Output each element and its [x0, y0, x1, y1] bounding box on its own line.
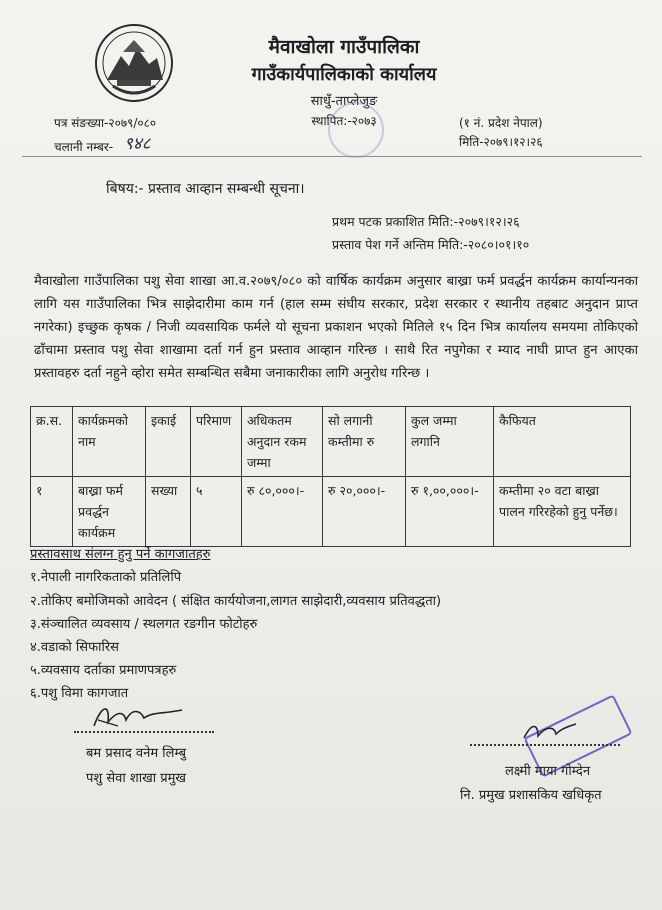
- table-header-cell: अधिकतम अनुदान रकम जम्मा: [242, 407, 323, 477]
- right-signature-line: [470, 744, 620, 746]
- table-cell: १: [31, 477, 73, 547]
- table-row: [31, 477, 631, 547]
- last-submission-date: प्रस्ताव पेश गर्ने अन्तिम मिति:-२०८०।०१।१०: [332, 237, 530, 252]
- table-header-cell: कैफियत: [494, 407, 631, 477]
- subject-line: बिषय:- प्रस्ताव आव्हान सम्बन्धी सूचना।: [106, 181, 305, 197]
- table-cell: सख्या: [146, 477, 191, 547]
- dispatch-number-label: चलानी नम्बर-: [54, 140, 114, 154]
- list-item: ३.संञ्चालित व्यवसाय / स्थलगत रङगीन फोटोहरु: [30, 617, 258, 632]
- list-item: ४.वडाको सिफारिस: [30, 640, 119, 655]
- office-subtitle: गाउँकार्यपालिकाको कार्यालय: [251, 64, 437, 85]
- left-signature-icon: [88, 700, 188, 734]
- program-table: [30, 406, 631, 547]
- table-cell: ५: [191, 477, 242, 547]
- table-header-cell: कुल जम्मा लगानि: [406, 407, 494, 477]
- table-cell: रु १,००,०००।-: [406, 477, 494, 547]
- right-signature-icon: [520, 718, 580, 744]
- attachments-title: प्रस्तावसाथ संलग्न हुनु पर्ने कागजातहरु: [30, 547, 211, 562]
- table-header-cell: कार्यक्रमको नाम: [73, 407, 146, 477]
- office-location: साधुँ-ताप्लेजुङ: [310, 94, 378, 109]
- left-signature-line: [74, 731, 214, 733]
- table-cell: रु २०,०००।-: [323, 477, 406, 547]
- list-item: २.तोकिए बमोजिमको आवेदन ( संक्षित कार्ययोजना,लागत साझेदारी,व्यवसाय प्रतिवद्धता): [30, 594, 442, 609]
- table-header-cell: परिमाण: [191, 407, 242, 477]
- province-label: (१ नं. प्रदेश नेपाल): [459, 116, 543, 130]
- faint-stamp-icon: [328, 102, 384, 158]
- header-divider: [22, 156, 642, 157]
- list-item: ६.पशु विमा कागजात: [30, 686, 129, 701]
- list-item: ५.व्यवसाय दर्ताका प्रमाणपत्रहरु: [30, 663, 177, 678]
- table-cell: कम्तीमा २० वटा बाख्रा पालन गरिरहेको हुनु पर्नेछ।: [494, 477, 631, 547]
- table-header-cell: क्र.स.: [31, 407, 73, 477]
- table-header-cell: सो लगानी कम्तीमा रु: [323, 407, 406, 477]
- office-title: मैवाखोला गाउँपालिका: [268, 36, 420, 58]
- letter-number: पत्र संङख्या-२०७९/०८०: [54, 116, 157, 130]
- letter-date: मिति-२०७९।१२।२६: [459, 135, 543, 149]
- right-signatory-role: नि. प्रमुख प्रशासकिय खधिकृत: [460, 788, 602, 803]
- left-signatory-name: बम प्रसाद वनेम लिम्बु: [86, 746, 187, 761]
- list-item: १.नेपाली नागरिकताको प्रतिलिपि: [30, 570, 182, 585]
- left-signatory-role: पशु सेवा शाखा प्रमुख: [86, 771, 187, 786]
- table-cell: रु ८०,०००।-: [242, 477, 323, 547]
- table-cell: बाख्रा फर्म प्रवर्द्धन कार्यक्रम: [73, 477, 146, 547]
- right-signatory-name: लक्ष्मी माया गोम्देन: [505, 764, 591, 779]
- first-published-date: प्रथम पटक प्रकाशित मिति:-२०७९।१२।२६: [332, 214, 520, 229]
- table-header-row: [31, 407, 631, 477]
- table-header-cell: इकाई: [146, 407, 191, 477]
- notice-body: मैवाखोला गाउँपालिका पशु सेवा शाखा आ.व.२०७९/०८० को वार्षिक कार्यक्रम अनुसार बाख्रा फर्म प्रवर्द्धन कार्यक्रम कार्यान्यनका लागि यस गाउँपालिका भित्र साझेदारीमा काम गर्न (हाल सम्म संघीय सरकार, प्रदेश सरकार र स्थानीय तहबाट अनुदान प्राप्त नगरेका) इच्छुक कृषक / निजी व्यवसायिक फर्मले यो सूचना प्रकाशन भएको मितिले १५ दिन भित्र कार्यालय समयमा तोकिएको ढाँचामा प्रस्ताव पशु सेवा शाखामा दर्ता गर्न हुन प्रस्ताव आव्हान गरिन्छ । साथै रित नपुगेका र म्याद नाघी प्राप्त हुन आएका प्रस्तावहरु दर्ता नहुने व्होरा समेत सम्बन्धित सबैमा जनाकारीका लागि अनुरोध गरिन्छ ।: [34, 274, 638, 381]
- dispatch-number-handwritten: ९४८: [124, 134, 151, 154]
- office-established: स्थापित:-२०७३: [311, 114, 377, 128]
